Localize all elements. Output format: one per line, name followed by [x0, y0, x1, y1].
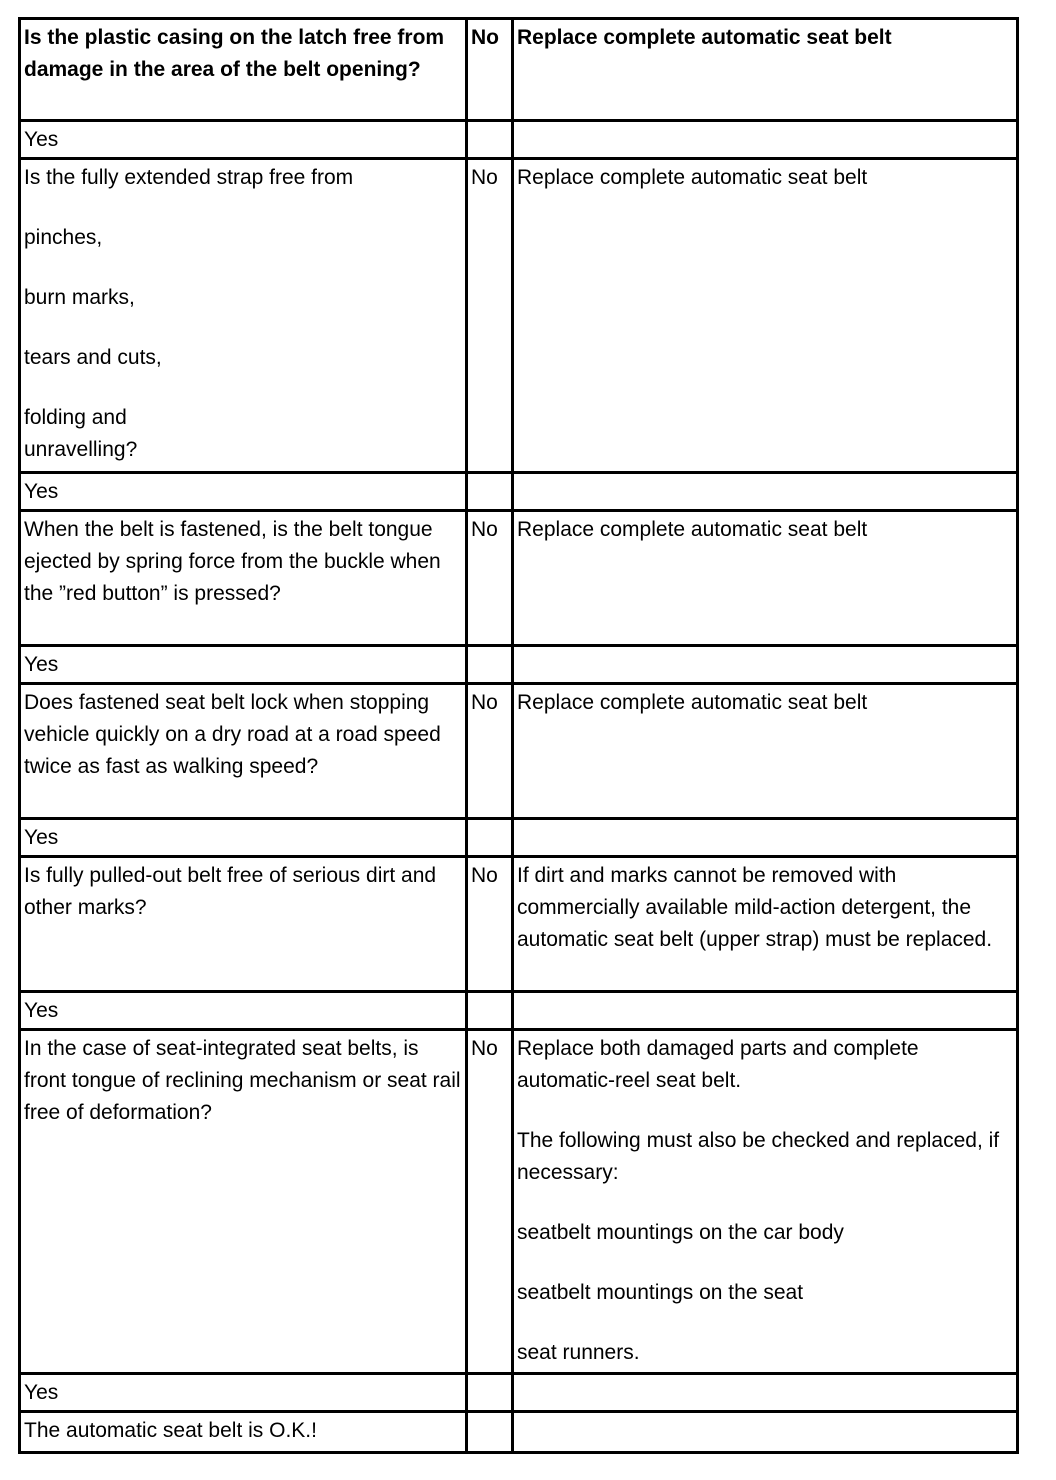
table-row: [20, 1412, 1018, 1453]
table-row: [20, 992, 1018, 1030]
table-row: [20, 1374, 1018, 1412]
question-cell: [20, 511, 467, 646]
seat-belt-check-table: [18, 17, 1019, 1454]
answer-no: No: [471, 518, 498, 541]
answer-cell: [467, 511, 513, 646]
empty-cell: [513, 646, 1018, 684]
result-text: The automatic seat belt is O.K.!: [24, 1419, 317, 1442]
question-list-item: unravelling?: [24, 438, 138, 461]
question-cell: [20, 857, 467, 992]
empty-cell: [467, 992, 513, 1030]
action-list-item: seat runners.: [517, 1341, 640, 1364]
question-cell: [20, 1030, 467, 1374]
yes-cell: [20, 1374, 467, 1412]
question-text: In the case of seat-integrated seat belts, is front tongue of reclining mechanism or seat rail free of deformation?: [24, 1037, 461, 1124]
question-list-item: burn marks,: [24, 286, 135, 309]
action-list-item: seatbelt mountings on the seat: [517, 1281, 804, 1304]
question-cell: [20, 684, 467, 819]
table-row: [20, 473, 1018, 511]
yes-label: Yes: [24, 128, 59, 151]
empty-cell: [467, 1412, 513, 1453]
question-cell: [20, 159, 467, 473]
empty-cell: [513, 1374, 1018, 1412]
empty-cell: [513, 121, 1018, 159]
action-cell: [513, 857, 1018, 992]
yes-cell: [20, 992, 467, 1030]
empty-cell: [467, 473, 513, 511]
answer-no: No: [471, 166, 498, 189]
action-text: Replace both damaged parts and complete automatic-reel seat belt.: [517, 1037, 919, 1092]
yes-label: Yes: [24, 653, 59, 676]
table-row: [20, 159, 1018, 473]
question-text: Is the plastic casing on the latch free from damage in the area of the belt opening?: [24, 26, 445, 81]
question-list-item: folding and: [24, 406, 127, 429]
action-cell: [513, 159, 1018, 473]
question-list-item: pinches,: [24, 226, 103, 249]
answer-cell: [467, 1030, 513, 1374]
table-row: [20, 511, 1018, 646]
result-cell: [20, 1412, 467, 1453]
question-text: Does fastened seat belt lock when stopping vehicle quickly on a dry road at a road speed twice as fast as walking speed?: [24, 691, 441, 778]
table-row: [20, 121, 1018, 159]
empty-cell: [513, 1412, 1018, 1453]
answer-cell: [467, 159, 513, 473]
action-cell: [513, 19, 1018, 121]
action-list-item: seatbelt mountings on the car body: [517, 1221, 844, 1244]
table-row: [20, 1030, 1018, 1374]
empty-cell: [467, 819, 513, 857]
empty-cell: [513, 819, 1018, 857]
empty-cell: [467, 121, 513, 159]
yes-cell: [20, 121, 467, 159]
action-note: The following must also be checked and replaced, if necessary:: [517, 1129, 1000, 1184]
question-text: Is fully pulled-out belt free of serious dirt and other marks?: [24, 864, 437, 919]
answer-no: No: [471, 691, 498, 714]
answer-cell: [467, 19, 513, 121]
question-cell: [20, 19, 467, 121]
action-text: Replace complete automatic seat belt: [517, 166, 868, 189]
action-cell: [513, 684, 1018, 819]
action-text: Replace complete automatic seat belt: [517, 691, 868, 714]
question-list-item: tears and cuts,: [24, 346, 162, 369]
answer-no: No: [471, 26, 499, 49]
answer-cell: [467, 684, 513, 819]
table-row: [20, 646, 1018, 684]
answer-no: No: [471, 864, 498, 887]
table-row: [20, 684, 1018, 819]
table-row: [20, 19, 1018, 121]
yes-cell: [20, 473, 467, 511]
action-text: Replace complete automatic seat belt: [517, 26, 892, 49]
action-text: If dirt and marks cannot be removed with commercially available mild-action detergent, the automatic seat belt (upper strap) must be replaced.: [517, 864, 993, 951]
empty-cell: [467, 1374, 513, 1412]
yes-cell: [20, 819, 467, 857]
yes-label: Yes: [24, 999, 59, 1022]
table-row: [20, 857, 1018, 992]
yes-label: Yes: [24, 1381, 59, 1404]
yes-cell: [20, 646, 467, 684]
yes-label: Yes: [24, 480, 59, 503]
question-text: When the belt is fastened, is the belt tongue ejected by spring force from the buckle when the ”red button” is pressed?: [24, 518, 441, 605]
action-cell: [513, 1030, 1018, 1374]
yes-label: Yes: [24, 826, 59, 849]
empty-cell: [467, 646, 513, 684]
answer-cell: [467, 857, 513, 992]
action-text: Replace complete automatic seat belt: [517, 518, 868, 541]
action-cell: [513, 511, 1018, 646]
question-text: Is the fully extended strap free from: [24, 166, 354, 189]
answer-no: No: [471, 1037, 498, 1060]
empty-cell: [513, 992, 1018, 1030]
empty-cell: [513, 473, 1018, 511]
table-row: [20, 819, 1018, 857]
